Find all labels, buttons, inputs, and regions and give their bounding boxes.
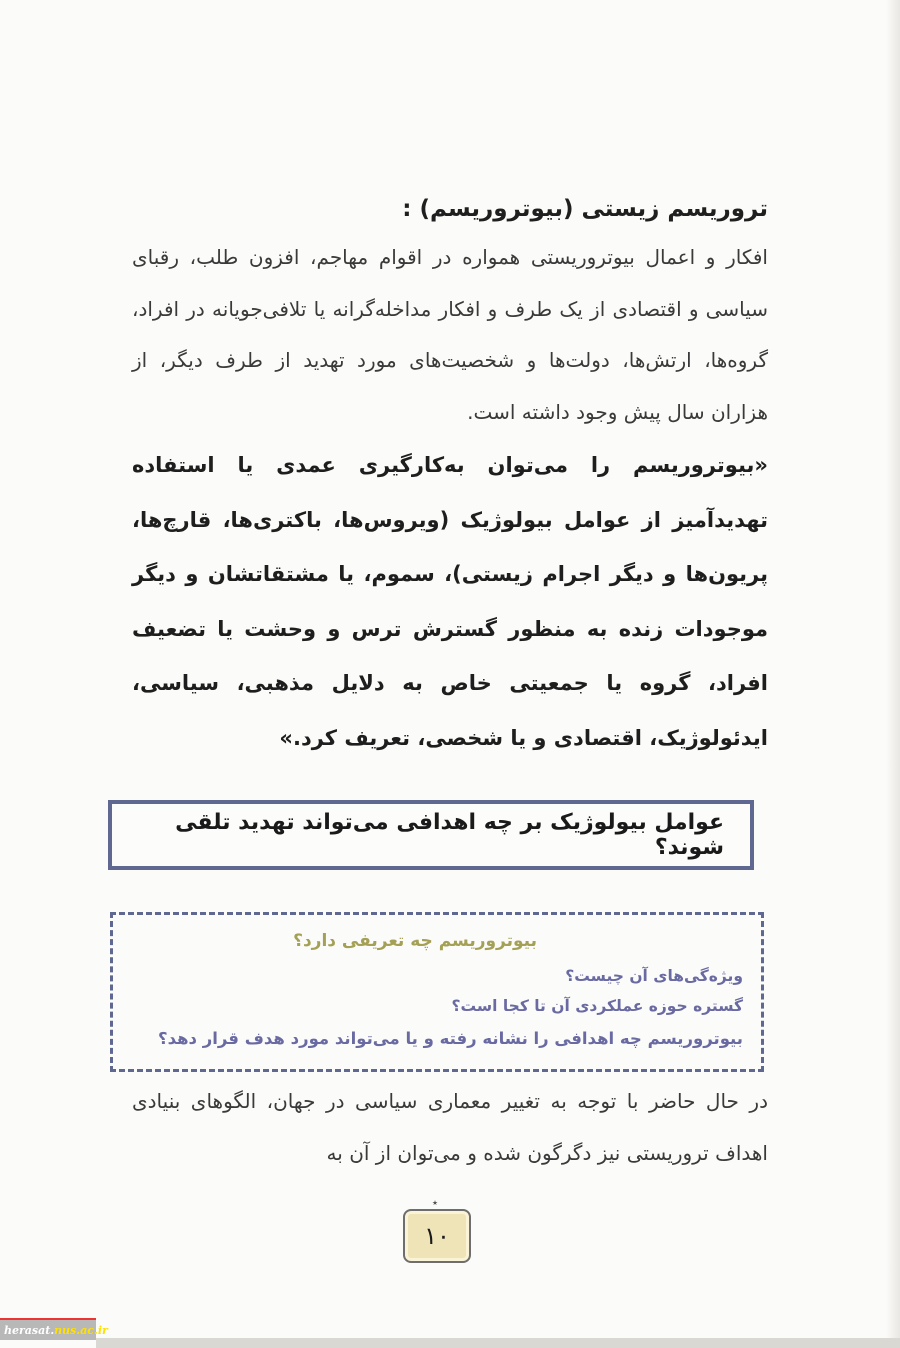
- box-question-1: بیوتروریسم چه تعریفی دارد؟: [293, 931, 537, 951]
- page-number: [403, 1209, 471, 1263]
- box-question-2: ویژه‌گی‌های آن چیست؟: [565, 967, 743, 985]
- watermark-domain: nus.ac.ir: [54, 1323, 108, 1337]
- closing-paragraph: در حال حاضر با توجه به تغییر معماری سیاسی در جهان، الگوهای بنیادی اهداف تروریستی نیز دگرگون شده و می‌توان از آن به: [132, 1089, 768, 1165]
- intro-paragraph: افکار و اعمال بیوتروریستی همواره در اقوام مهاجم، افزون طلب، رقبای سیاسی و اقتصادی از یک طرف و افکار مداخله‌گرانه یا تلافی‌جویانه در افراد، گروه‌ها، ارتش‌ها، دولت‌ها و شخصیت‌های مورد تهدید از طرف دیگر، از هزاران سال پیش وجود داشته است.: [132, 245, 768, 424]
- question-box: [108, 800, 754, 870]
- page-number-text: ۱۰: [424, 1222, 450, 1250]
- watermark-prefix: herasat.: [4, 1323, 55, 1337]
- question-box-text: عوامل بیولوژیک بر چه اهدافی می‌تواند تهدید تلقی شوند؟: [175, 810, 724, 860]
- page-spine-shadow: [886, 0, 900, 1348]
- box-question-3: گستره حوزه عملکردی آن تا کجا است؟: [451, 997, 743, 1015]
- page-bottom-edge: [96, 1338, 900, 1348]
- page-mark: ٭: [432, 1196, 438, 1209]
- definition-paragraph: «بیوتروریسم را می‌توان به‌کارگیری عمدی یا استفاده تهدیدآمیز از عوامل بیولوژیک (ویروس‌ها، باکتری‌ها، قارچ‌ها، پریون‌ها و دیگر اجرام زیستی)، سموم، یا مشتقاتشان و دیگر موجودات زنده به منظور گسترش ترس و وحشت یا تضعیف افراد، گروه یا جمعیتی خاص به دلایل مذهبی، سیاسی، ایدئولوژیک، اقتصادی و یا شخصی، تعریف کرد.»: [132, 453, 768, 750]
- site-watermark: [0, 1318, 108, 1340]
- section-heading: تروریسم زیستی (بیوتروریسم) :: [402, 196, 768, 222]
- box-question-4: بیوتروریسم چه اهدافی را نشانه رفته و یا می‌تواند مورد هدف قرار دهد؟: [158, 1029, 743, 1048]
- questions-dashed-box: [110, 912, 764, 1072]
